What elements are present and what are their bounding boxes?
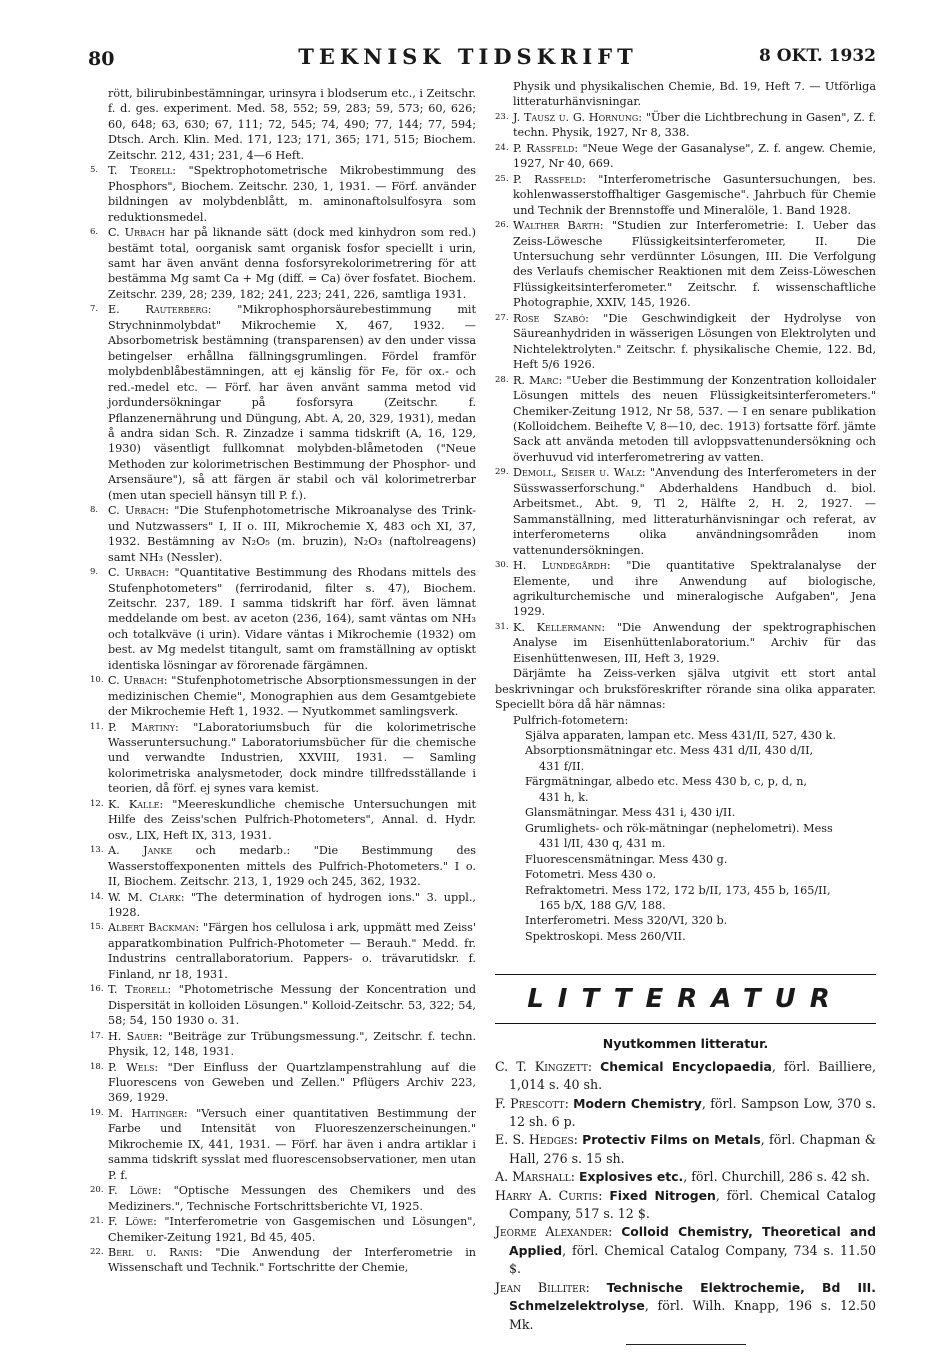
book-author: E. S. Hedges <box>495 1132 574 1148</box>
reference-author: C. Urbach <box>108 674 164 688</box>
book-entry: C. T. Kingzett: Chemical Encyclopaedia, förl. Bailliere, 1,014 s. 40 sh. <box>495 1058 876 1093</box>
reference-text: : "Anvendung des Interferometers in der Süsswasserforschung." Abderhaldens Handbuch d. biol. Arbeitsmet., Abt. 9, Tl 2, Hälfte 2, H. 2, 1927. — Sammanställning, med litteraturhänvisningar och referat, av interferometerns olika användningsområden inom vattenundersökningen. <box>513 466 876 557</box>
book-details: , förl. Bailliere, 1,014 s. 40 sh. <box>509 1058 876 1093</box>
reference-item <box>90 797 476 843</box>
instrument-line-cont: 431 h, k. <box>539 790 589 804</box>
reference-number: 21. <box>90 1216 104 1227</box>
book-details: , förl. Churchill, 286 s. 42 sh. <box>683 1169 870 1185</box>
instrument-line: Grumlighets- och rök-mätningar (nephelometri). Mess <box>525 821 833 835</box>
reference-item <box>90 1060 476 1106</box>
reference-author: F. Löwe <box>108 1215 154 1229</box>
reference-text: : "Interferometrie von Gasgemischen und Lösungen", Chemiker-Zeitung 1921, Bd 45, 405. <box>108 1215 476 1244</box>
reference-number: 15. <box>90 922 104 933</box>
reference-text: : "Färgen hos cellulosa i ark, uppmätt med Zeiss' apparatkombination Pulfrich-Photometer — Berauh." Medd. fr. Industrins centrallaboratorium. Pappers- o. trävarutidskr. f. Finland, nr 18, 1931. <box>108 921 476 981</box>
reference-item <box>90 673 476 719</box>
reference-text: : "Quantitative Bestimmung des Rhodans mittels des Stufenphotometers" (ferrirodanid, filter s. 47), Biochem. Zeitschr. 237, 189. I samma tidskrift har förf. även lämnat meddelande om best. av aceton (236, 164), samt väntas om NH₃ och totalkväve (i urin). Vidare väntas i Mikrochemie (1932) om best. av Mg medelst titangult, samt om framställning av optiskt identiska lösningar av förorenade färgämnen. <box>108 566 476 672</box>
reference-item <box>90 302 476 503</box>
reference-item <box>90 982 476 1028</box>
book-details: , förl. Chemical Catalog Company, 517 s. 12 $. <box>509 1187 876 1222</box>
journal-title: TEKNISK TIDSKRIFT <box>298 44 638 69</box>
right-column <box>495 79 876 1345</box>
reference-text: : "Photometrische Messung der Koncentration und Dispersität in kolloiden Lösungen." Kolloid-Zeitschr. 53, 322; 54, 58; 54, 150 1930 o. 31. <box>108 983 476 1028</box>
reference-text: : "Stufenphotometrische Absorptionsmessungen in der medizinischen Chemie", Monographien aus dem Gesamtgebiete der Mikrochemie Heft 1, 1932. — Nyutkommet samlingsverk. <box>108 674 477 719</box>
reference-author: P. Wels <box>108 1060 155 1074</box>
reference-author: K. Kalle <box>108 797 160 811</box>
reference-item <box>90 843 476 889</box>
pulfrich-label: Pulfrich-fotometern: <box>513 713 629 727</box>
book-title: Technische Elektrochemie, Bd III. Schmelzelektrolyse <box>509 1279 876 1314</box>
instrument-line: Refraktometri. Mess 172, 172 b/II, 173, 455 b, 165/II, <box>525 883 831 897</box>
reference-author: T. Teorell <box>108 983 168 997</box>
instrument-line: Själva apparaten, lampan etc. Mess 431/II, 527, 430 k. <box>525 729 836 743</box>
left-column <box>90 86 476 1276</box>
reference-text: : "Neue Wege der Gasanalyse", Z. f. angew. Chemie, 1927, Nr 40, 669. <box>513 141 877 171</box>
reference-list-left <box>90 163 476 1276</box>
reference-number: 22. <box>90 1246 104 1257</box>
book-author: C. T. Kingzett <box>495 1058 588 1074</box>
reference-number: 29. <box>495 467 509 478</box>
continued-paragraph: rött, bilirubinbestämningar, urinsyra i blodserum etc., i Zeitschr. f. d. ges. experiment. Med. 58, 552; 59, 283; 59, 573; 60, 626; 60, 648; 63, 630; 67, 111; 72, 545; 74, 490; 77, 144; 77, 594; Dtsch. Arch. Klin. Med. 171, 123; 171, 365; 171, 515; Biochem. Zeitschr. 212, 431; 231, 4—6 Heft. <box>108 87 476 162</box>
reference-author: T. Teorell <box>108 164 173 178</box>
end-rule <box>626 1344 746 1345</box>
reference-text: : "Beiträge zur Trübungsmessung.", Zeitschr. f. techn. Physik, 12, 148, 1931. <box>108 1029 477 1059</box>
reference-text: : "Laboratoriumsbuch für die kolorimetrische Wasseruntersuchung." Laboratoriumsbücher für die chemische und verwandte Industrien, XXVIII, 1931. — Samling kolorimetriska analysmetoder, dock mindre tillfredsställande i teorien, då förf. ej synes vara kemist. <box>108 720 476 796</box>
reference-author: Rose Szabó <box>513 311 586 325</box>
instrument-line: Färgmätningar, albedo etc. Mess 430 b, c, p, d, n, <box>525 775 807 789</box>
reference-number: 25. <box>495 173 509 184</box>
reference-number: 19. <box>90 1107 104 1118</box>
reference-item <box>495 373 876 466</box>
reference-number: 20. <box>90 1185 104 1196</box>
reference-text: : "The determination of hydrogen ions." 3. uppl., 1928. <box>108 890 476 920</box>
reference-author: J. Tausz u. G. Hornung <box>513 110 639 124</box>
book-entry: E. S. Hedges: Protectiv Films on Metals, förl. Chapman & Hall, 276 s. 15 sh. <box>495 1132 876 1166</box>
reference-text: : "Meereskundliche chemische Untersuchungen mit Hilfe des Zeiss'schen Pulfrich-Photometers", Annal. d. Hydr. osv., LIX, Heft IX, 313, 1931. <box>108 797 476 842</box>
reference-item <box>90 1245 476 1276</box>
section-title: LITTERATUR <box>527 983 844 1014</box>
reference-text: : "Die Stufenphotometrische Mikroanalyse des Trink- und Nutzwassers" I, II o. III, Mikrochemie X, 483 och XI, 37, 1932. Bestämning av N₂O₅ (m. bruzin), N₂O₃ (naftolreagens) samt NH₃ (Nessler). <box>108 504 476 564</box>
reference-number: 7. <box>90 304 99 315</box>
instrument-line: Fotometri. Mess 430 o. <box>525 868 656 882</box>
book-title: Protectiv Films on Metals <box>582 1132 761 1148</box>
reference-number: 12. <box>90 798 104 809</box>
book-details: , förl. Wilh. Knapp, 196 s. 12.50 Mk. <box>509 1298 876 1332</box>
reference-author: H. Sauer <box>108 1029 159 1043</box>
reference-number: 11. <box>90 721 104 732</box>
page-number: 80 <box>88 48 115 70</box>
instrument-line-cont: 165 b/X, 188 G/V, 188. <box>539 899 666 913</box>
reference-item <box>495 172 876 218</box>
reference-author: C. Urbach <box>108 504 166 518</box>
reference-text: : "Die Anwendung der spektrographischen Analyse im Eisenhüttenlaboratorium." Archiv für das Eisenhüttenwesen, III, Heft 3, 1929. <box>513 620 877 665</box>
reference-list-right <box>495 110 876 666</box>
book-entry: Jean Billiter: Technische Elektrochemie, Bd III. Schmelzelektrolyse, förl. Wilh. Knapp, 196 s. 12.50 Mk. <box>495 1279 876 1332</box>
reference-author: C. Urbach <box>108 566 166 580</box>
reference-number: 5. <box>90 165 99 176</box>
reference-author: H. Lundegårdh <box>513 559 607 573</box>
reference-item <box>90 1214 476 1245</box>
instrument-line-cont: 431 l/II, 430 q, 431 m. <box>539 837 666 851</box>
book-title: Fixed Nitrogen <box>609 1187 716 1203</box>
book-title: Modern Chemistry <box>573 1095 702 1111</box>
reference-item <box>90 920 476 982</box>
reference-number: 9. <box>90 567 99 578</box>
reference-number: 16. <box>90 984 104 995</box>
reference-author: M. Haitinger <box>108 1106 184 1120</box>
reference-text: : "Interferometrische Gasuntersuchungen, bes. kohlenwasserstoffhaltiger Gasgemische". Jahrbuch für Chemie und Technik der Brennstoffe und Mineralöle, 1. Band 1928. <box>513 172 876 217</box>
section-subtitle: Nyutkommen litteratur. <box>602 1036 769 1052</box>
reference-author: K. Kellermann <box>513 620 602 634</box>
page-header <box>0 42 936 72</box>
reference-number: 23. <box>495 111 509 122</box>
reference-item <box>495 558 876 620</box>
continued-reference: Physik und physikalischen Chemie, Bd. 19, Heft 7. — Utförliga litteraturhänvisningar. <box>513 80 876 109</box>
reference-author: P. Rassfeld <box>513 172 583 186</box>
reference-item <box>495 620 876 666</box>
reference-item <box>90 1106 476 1183</box>
reference-item <box>495 311 876 373</box>
reference-author: R. Marc <box>513 373 559 387</box>
reference-item <box>90 565 476 673</box>
reference-number: 10. <box>90 675 104 686</box>
reference-author: Berl u. Ranis <box>108 1245 199 1259</box>
instrument-line: Interferometri. Mess 320/VI, 320 b. <box>525 914 728 928</box>
reference-number: 27. <box>495 312 509 323</box>
reference-text: : "Spektrophotometrische Mikrobestimmung des Phosphors", Biochem. Zeitschr. 230, 1, 1931. — Förf. använder bildningen av molybdenblått, m. aminonaftolsulfosyra som reduktionsmedel. <box>108 164 476 224</box>
reference-text: : "Die Geschwindigkeit der Hydrolyse von Säureanhydriden in wässerigen Lösungen von Elektrolyten und Nichtelektrolyten." Zeitschr. f. physikalische Chemie, 122. Bd, Heft 5/6 1926. <box>513 311 876 372</box>
instrument-line: Fluorescensmätningar. Mess 430 g. <box>525 852 728 866</box>
reference-item <box>90 163 476 225</box>
reference-author: Albert Backman <box>108 921 196 935</box>
reference-number: 28. <box>495 374 509 385</box>
reference-item <box>90 225 476 302</box>
reference-item <box>495 218 876 311</box>
book-author: Harry A. Curtis <box>495 1187 599 1203</box>
book-author: Jeorme Alexander <box>495 1224 609 1240</box>
reference-text: och medarb.: "Die Bestimmung des Wasserstoffexponenten mittels des Pulfrich-Photometers." I o. II, Biochem. Zeitschr. 213, 1, 1929 och 245, 362, 1932. <box>108 844 476 889</box>
reference-number: 18. <box>90 1061 104 1072</box>
reference-text: : "Mikrophosphorsäurebestimmung mit Strychninmolybdat" Mikrochemie X, 467, 1932. — Absorbometrisk bestämning (transparensen) av den under vissa betingelser erhållna fällningsgrumlingen. Fördel framför molybdenblåbestämningen, att ej känslig för Fe, för ox.- och red.-medel etc. — Förf. har även använt samma metod vid jordundersökningar på fosforsyra (Zeitschr. f. Pflanzenernährung und Düngung, Abt. A, 20, 329, 1931), medan å andra sidan Sch. R. Zinzadze i samma tidskrift (A, 16, 129, 1930) väsentligt fullkomnat molybden-blåmetoden ("Neue Methoden zur kolorimetrischen Bestimmung der Phosphor- und Arsensäure"), så att färgen är stabil och väl kolorimetrerbar (men utan speciell hänsyn till P. f.). <box>108 303 476 502</box>
book-title: Colloid Chemistry, Theoretical and Applied <box>509 1224 876 1258</box>
reference-author: W. M. Clark <box>108 890 181 904</box>
book-details: , förl. Chapman & Hall, 276 s. 15 sh. <box>509 1132 876 1166</box>
reference-author: P. Martiny <box>108 720 176 734</box>
instrument-line: Glansmätningar. Mess 431 i, 430 i/II. <box>525 806 736 820</box>
reference-number: 30. <box>495 560 509 571</box>
book-title: Explosives etc. <box>579 1169 684 1185</box>
reference-item <box>90 890 476 921</box>
reference-author: P. Rassfeld <box>513 141 575 155</box>
reference-author: Walther Barth <box>513 219 600 233</box>
book-entry: Harry A. Curtis: Fixed Nitrogen, förl. Chemical Catalog Company, 517 s. 12 $. <box>495 1187 876 1222</box>
book-list <box>495 1058 876 1334</box>
reference-item <box>495 141 876 172</box>
reference-number: 26. <box>495 220 509 231</box>
book-author: A. Marshall <box>495 1169 571 1185</box>
book-entry: Jeorme Alexander: Colloid Chemistry, Theoretical and Applied, förl. Chemical Catalog Company, 734 s. 11.50 $. <box>495 1224 876 1277</box>
reference-author: F. Löwe <box>108 1184 158 1198</box>
reference-number: 31. <box>495 621 509 632</box>
reference-item <box>90 1183 476 1214</box>
reference-text: har på liknande sätt (dock med kinhydron som red.) bestämt total, oorganisk samt organisk fosfor speciellt i urin, samt har även använt denna fosforsyrekolorimetrering för att bestämma Mg samt Ca + Mg (diff. = Ca) över fosfatet. Biochem. Zeitschr. 239, 28; 239, 182; 241, 223; 241, 226, samtliga 1931. <box>108 226 476 301</box>
book-author: Jean Billiter <box>495 1279 586 1295</box>
reference-text: : "Optische Messungen des Chemikers und des Mediziners.", Technische Fortschrittsberichte VI, 1925. <box>108 1184 476 1213</box>
reference-text: : "Ueber die Bestimmung der Konzentration kolloidaler Lösungen mittels des neuen Flüssigkeitsinterferometers." Chemiker-Zeitung 1912, Nr 58, 537. — I en senare publikation (Kolloidchem. Beihefte V, 8—10, dec. 1913) fortsatte förf. jämte Sack att använda metoden till avloppsvattenundersökning och överhuvud vid interferometrering av vatten. <box>513 373 876 464</box>
book-details: , förl. Sampson Low, 370 s. 12 sh. 6 p. <box>509 1095 876 1130</box>
reference-author: Demoll, Seiser u. Walz <box>513 466 642 480</box>
instrument-line-cont: 431 f/II. <box>539 759 585 773</box>
reference-item <box>495 110 876 141</box>
book-title: Chemical Encyclopaedia <box>600 1058 772 1074</box>
instrument-line: Absorptionsmätningar etc. Mess 431 d/II, 430 d/II, <box>525 744 814 758</box>
reference-item <box>90 720 476 797</box>
reference-author: A. Janke <box>108 844 173 858</box>
reference-text: : "Versuch einer quantitativen Bestimmung der Farbe und Intensität von Fluoreszenzerscheinungen." Mikrochemie IX, 441, 1931. — Förf. har även i andra artiklar i samma tidskrift sysslat med fluorescensobservationer, men utan P. f. <box>108 1106 476 1182</box>
reference-number: 17. <box>90 1030 104 1041</box>
pulfrich-list <box>495 728 876 883</box>
reference-text: : "Die quantitative Spektralanalyse der Elemente, und ihre Anwendung auf biologische, agrikulturchemische und mineralogische Aufgaben", Jena 1929. <box>513 559 876 619</box>
instrument-line: Spektroskopi. Mess 260/VII. <box>525 929 686 943</box>
reference-text: : "Über die Lichtbrechung in Gasen", Z. f. techn. Physik, 1927, Nr 8, 338. <box>513 110 876 140</box>
reference-item <box>90 1029 476 1060</box>
book-author: F. Prescott <box>495 1095 565 1111</box>
reference-text: : "Der Einfluss der Quartzlampenstrahlung auf die Fluorescens von Geweben und Zellen." Pflügers Archiv 223, 369, 1929. <box>108 1060 476 1105</box>
reference-number: 14. <box>90 891 104 902</box>
instrument-list <box>495 883 876 945</box>
reference-item <box>495 465 876 558</box>
reference-number: 24. <box>495 142 509 153</box>
reference-text: : "Studien zur Interferometrie: I. Ueber das Zeiss-Löwesche Flüssigkeitsinterferometer, II. Die Untersuchung sehr verdünnter Lösungen, III. Die Verfolgung des Verlaufs chemischer Reaktionen mit dem Zeiss-Löweschen Flüssigkeitsinterferometer." Zeitschr. f. wissenschaftliche Photographie, XXIV, 145, 1926. <box>513 219 876 310</box>
reference-number: 8. <box>90 505 99 516</box>
book-entry: A. Marshall: Explosives etc., förl. Churchill, 286 s. 42 sh. <box>495 1169 870 1185</box>
reference-number: 13. <box>90 845 104 856</box>
reference-number: 6. <box>90 227 99 238</box>
reference-item <box>90 503 476 565</box>
reference-author: E. Rauterberg <box>108 303 208 317</box>
issue-date: 8 OKT. 1932 <box>759 46 876 66</box>
book-entry: F. Prescott: Modern Chemistry, förl. Sampson Low, 370 s. 12 sh. 6 p. <box>495 1095 876 1130</box>
section-heading <box>495 974 876 1024</box>
reference-text: : "Die Anwendung der Interferometrie in Wissenschaft und Technik." Fortschritte der Chemie, <box>108 1245 476 1275</box>
reference-author: C. Urbach <box>108 226 165 240</box>
zeiss-intro: Därjämte ha Zeiss-verken själva utgivit ett stort antal beskrivningar och bruksföreskrifter rörande sina olika apparater. Speciellt böra då här nämnas: <box>495 667 876 712</box>
book-details: , förl. Chemical Catalog Company, 734 s. 11.50 $. <box>509 1242 876 1277</box>
